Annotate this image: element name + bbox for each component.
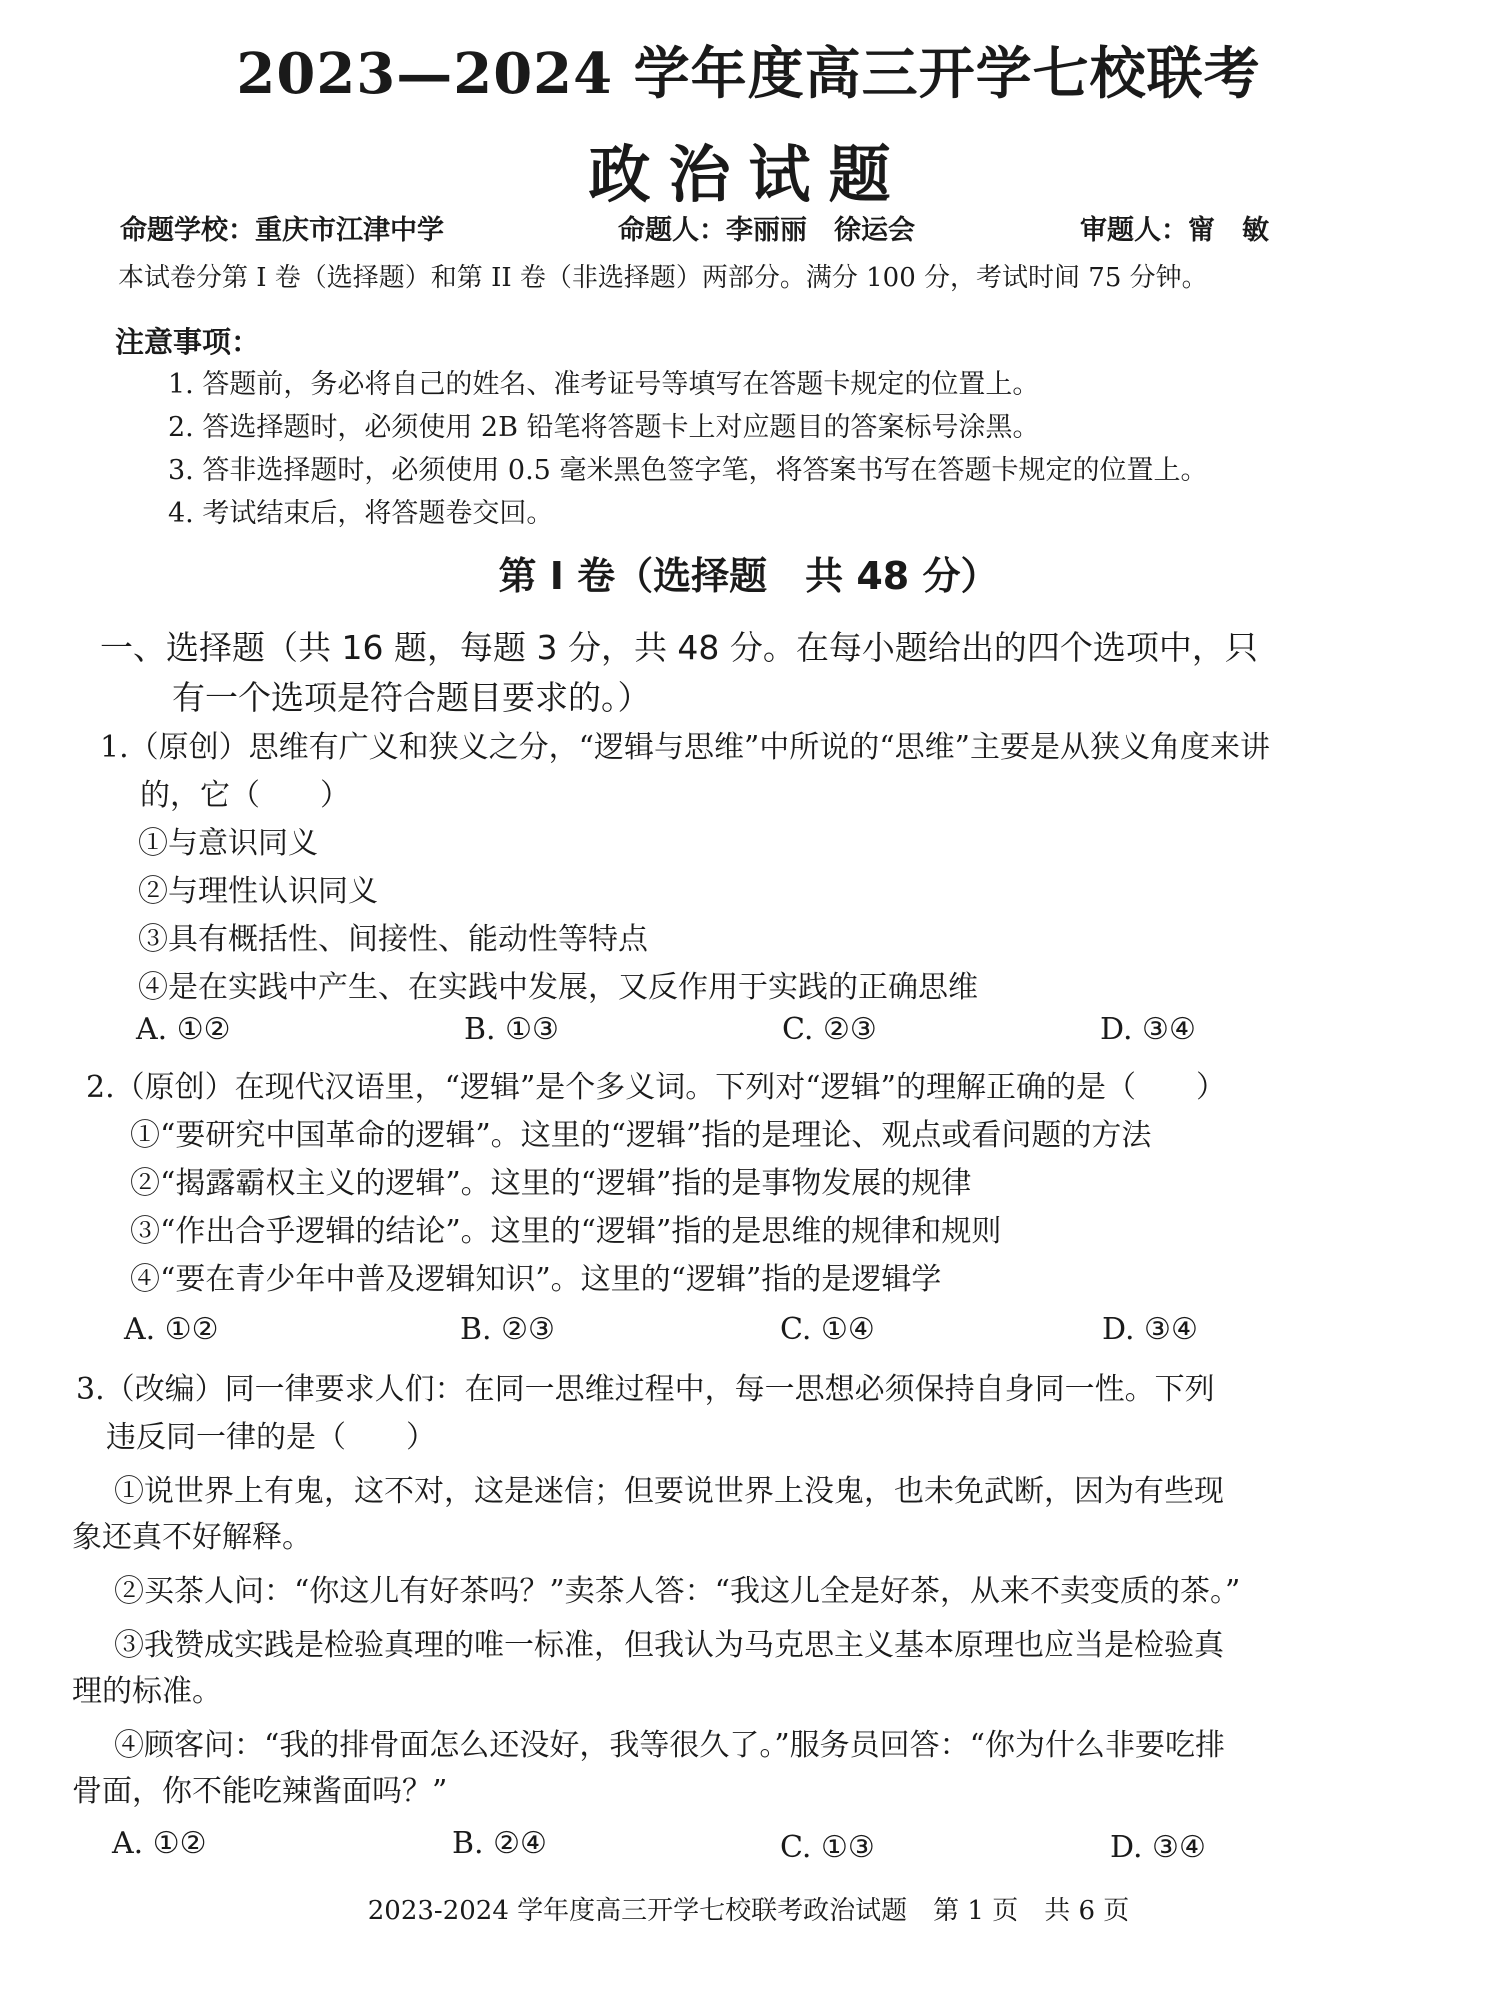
q2-item: ③“作出合乎逻辑的结论”。这里的“逻辑”指的是思维的规律和规则 [130, 1214, 1002, 1249]
q2-item: ④“要在青少年中普及逻辑知识”。这里的“逻辑”指的是逻辑学 [130, 1262, 942, 1297]
school-line: 命题学校：重庆市江津中学 [120, 215, 444, 246]
notice-item: 1. 答题前，务必将自己的姓名、准考证号等填写在答题卡规定的位置上。 [168, 369, 1040, 400]
q3-line: ④顾客问：“我的排骨面怎么还没好，我等很久了。”服务员回答：“你为什么非要吃排 [114, 1728, 1226, 1763]
part-heading: 一、选择题（共 16 题，每题 3 分，共 48 分。在每小题给出的四个选项中，只 [100, 628, 1258, 667]
q2-stem: 2.（原创）在现代汉语里，“逻辑”是个多义词。下列对“逻辑”的理解正确的是（ ） [86, 1070, 1226, 1105]
exam-intro: 本试卷分第 I 卷（选择题）和第 II 卷（非选择题）两部分。满分 100 分，考试时间 75 分钟。 [118, 263, 1208, 293]
q3-option-a: A. ①② [112, 1826, 207, 1861]
q3-line: ③我赞成实践是检验真理的唯一标准，但我认为马克思主义基本原理也应当是检验真 [114, 1628, 1224, 1663]
q1-option-c: C. ②③ [782, 1012, 877, 1047]
q1-option-b: B. ①③ [464, 1012, 559, 1047]
q1-item: ③具有概括性、间接性、能动性等特点 [138, 922, 648, 957]
q3-option-b: B. ②④ [452, 1826, 547, 1861]
notice-item: 2. 答选择题时，必须使用 2B 铅笔将答题卡上对应题目的答案标号涂黑。 [168, 412, 1040, 443]
q1-stem: 1.（原创）思维有广义和狭义之分，“逻辑与思维”中所说的“思维”主要是从狭义角度来讲 [100, 730, 1270, 765]
exam-title: 2023—2024 学年度高三开学七校联考 [236, 41, 1261, 107]
q3-option-d: D. ③④ [1110, 1830, 1206, 1865]
q1-item: ②与理性认识同义 [138, 874, 378, 909]
notice-heading: 注意事项： [115, 325, 261, 359]
q3-stem-cont: 违反同一律的是（ ） [106, 1420, 436, 1455]
q3-line: 象还真不好解释。 [72, 1520, 312, 1555]
q3-line: ①说世界上有鬼，这不对，这是迷信；但要说世界上没鬼，也未免武断，因为有些现 [114, 1474, 1224, 1509]
q1-option-d: D. ③④ [1100, 1012, 1196, 1047]
q1-stem-cont: 的，它（ ） [140, 778, 350, 813]
q2-option-d: D. ③④ [1102, 1312, 1198, 1347]
q3-stem: 3.（改编）同一律要求人们：在同一思维过程中，每一思想必须保持自身同一性。下列 [76, 1372, 1215, 1407]
q2-option-c: C. ①④ [780, 1312, 875, 1347]
section-heading: 第 I 卷（选择题 共 48 分） [498, 554, 999, 598]
q2-option-b: B. ②③ [460, 1312, 555, 1347]
notice-item: 3. 答非选择题时，必须使用 0.5 毫米黑色签字笔，将答案书写在答题卡规定的位置上。 [168, 455, 1208, 486]
q2-item: ②“揭露霸权主义的逻辑”。这里的“逻辑”指的是事物发展的规律 [130, 1166, 972, 1201]
reviewer-line: 审题人：甯 敏 [1080, 215, 1269, 246]
q3-option-c: C. ①③ [780, 1830, 875, 1865]
q3-line: 骨面，你不能吃辣酱面吗？” [72, 1774, 448, 1809]
part-heading-cont: 有一个选项是符合题目要求的。） [172, 678, 651, 717]
authors-line: 命题人：李丽丽 徐运会 [618, 215, 915, 246]
exam-subtitle: 政治试题 [588, 138, 909, 211]
q1-item: ①与意识同义 [138, 826, 318, 861]
page-footer: 2023-2024 学年度高三开学七校联考政治试题 第 1 页 共 6 页 [367, 1896, 1130, 1926]
q3-line: 理的标准。 [72, 1674, 222, 1709]
q1-item: ④是在实践中产生、在实践中发展，又反作用于实践的正确思维 [138, 970, 978, 1005]
q1-option-a: A. ①② [136, 1012, 231, 1047]
q3-line: ②买茶人问：“你这儿有好茶吗？”卖茶人答：“我这儿全是好茶，从来不卖变质的茶。” [114, 1574, 1241, 1609]
q2-option-a: A. ①② [124, 1312, 219, 1347]
notice-item: 4. 考试结束后，将答题卷交回。 [168, 498, 554, 529]
q2-item: ①“要研究中国革命的逻辑”。这里的“逻辑”指的是理论、观点或看问题的方法 [130, 1118, 1152, 1153]
